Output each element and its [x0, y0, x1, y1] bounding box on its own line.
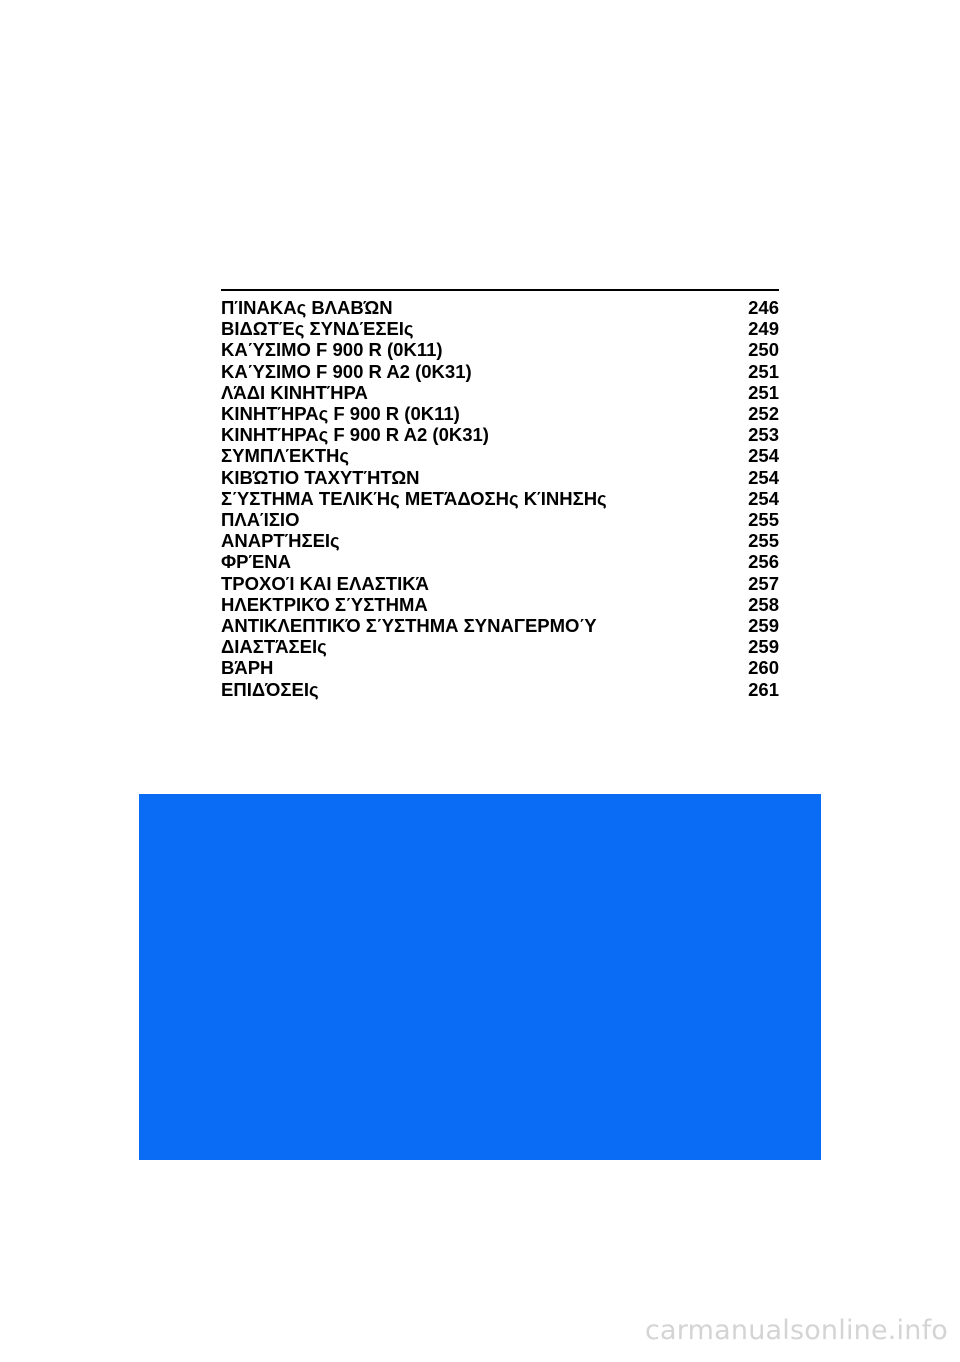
toc-entry-page: 254 [748, 487, 779, 509]
toc-entry-title: ΚΙΝΗΤΉΡΑς F 900 R (0K11) [221, 403, 460, 425]
blue-panel [139, 794, 821, 1160]
toc-entry-title: ΔΙΑΣΤΆΣΕΙς [221, 636, 327, 658]
toc-entry-page: 251 [748, 360, 779, 382]
toc-entry-title: ΛΆΔΙ ΚΙΝΗΤΉΡΑ [221, 381, 368, 403]
toc-entry-title: ΚΙΒΏΤΙΟ ΤΑΧΥΤΉΤΩΝ [221, 466, 420, 488]
toc-entry[interactable] [221, 509, 779, 530]
toc-entry[interactable] [221, 551, 779, 572]
toc-entry-title: ΠΊΝΑΚΑς ΒΛΑΒΏΝ [221, 297, 393, 318]
toc-entry-title: ΠΛΑΊΣΙΟ [221, 509, 300, 531]
toc-entry[interactable] [221, 615, 779, 636]
toc-entry-title: ΑΝΑΡΤΉΣΕΙς [221, 530, 340, 552]
toc-entry-page: 259 [748, 615, 779, 637]
toc-entry-page: 251 [748, 381, 779, 403]
toc-entry[interactable] [221, 679, 779, 700]
toc-entry[interactable] [221, 573, 779, 594]
toc-entry-page: 254 [748, 466, 779, 488]
toc-entry-title: ΣΎΣΤΗΜΑ ΤΕΛΙΚΉς ΜΕΤΆΔΟΣΗς ΚΊΝΗΣΗς [221, 487, 607, 509]
toc-entry-page: 246 [748, 297, 779, 318]
toc-entry[interactable] [221, 424, 779, 445]
watermark: carmanualsonline.info [645, 1315, 948, 1346]
toc-entry-title: ΒΆΡΗ [221, 657, 274, 679]
table-of-contents [221, 289, 779, 700]
toc-entry-title: ΦΡΈΝΑ [221, 551, 292, 573]
toc-entry-page: 258 [748, 593, 779, 615]
toc-entry-page: 254 [748, 445, 779, 467]
toc-entry-page: 259 [748, 636, 779, 658]
toc-entry[interactable] [221, 657, 779, 678]
toc-entry[interactable] [221, 361, 779, 382]
toc-entry-page: 260 [748, 657, 779, 679]
toc-entry-page: 257 [748, 572, 779, 594]
toc-entry-page: 249 [748, 318, 779, 340]
toc-entry[interactable] [221, 318, 779, 339]
toc-entry-title: ΑΝΤΙΚΛΕΠΤΙΚΌ ΣΎΣΤΗΜΑ ΣΥΝΑΓΕΡΜΟΎ [221, 615, 597, 637]
toc-entry[interactable] [221, 467, 779, 488]
toc-entry-page: 255 [748, 509, 779, 531]
toc-entry-page: 255 [748, 530, 779, 552]
toc-entry-title: ΕΠΙΔΌΣΕΙς [221, 678, 319, 700]
toc-entry[interactable] [221, 382, 779, 403]
toc-entry-title: ΗΛΕΚΤΡΙΚΌ ΣΎΣΤΗΜΑ [221, 593, 428, 615]
toc-entry-page: 253 [748, 424, 779, 446]
toc-entry[interactable] [221, 594, 779, 615]
toc-entry-page: 261 [748, 678, 779, 700]
toc-entry[interactable] [221, 488, 779, 509]
toc-entry-title: ΤΡΟΧΟΊ ΚΑΙ ΕΛΑΣΤΙΚΆ [221, 572, 429, 594]
toc-entry-title: ΚΑΎΣΙΜΟ F 900 R A2 (0K31) [221, 360, 472, 382]
toc-entry[interactable] [221, 297, 779, 318]
toc-entry[interactable] [221, 530, 779, 551]
toc-entry[interactable] [221, 339, 779, 360]
toc-entry-title: ΚΙΝΗΤΉΡΑς F 900 R A2 (0K31) [221, 424, 489, 446]
toc-entry[interactable] [221, 636, 779, 657]
toc-entry[interactable] [221, 403, 779, 424]
toc-entry[interactable] [221, 445, 779, 466]
toc-entry-title: ΣΥΜΠΛΈΚΤΗς [221, 445, 349, 467]
toc-entry-page: 250 [748, 339, 779, 361]
toc-entry-page: 256 [748, 551, 779, 573]
toc-entry-page: 252 [748, 403, 779, 425]
toc-entry-title: ΚΑΎΣΙΜΟ F 900 R (0K11) [221, 339, 443, 361]
toc-entry-title: ΒΙΔΩΤΈς ΣΥΝΔΈΣΕΙς [221, 318, 414, 340]
